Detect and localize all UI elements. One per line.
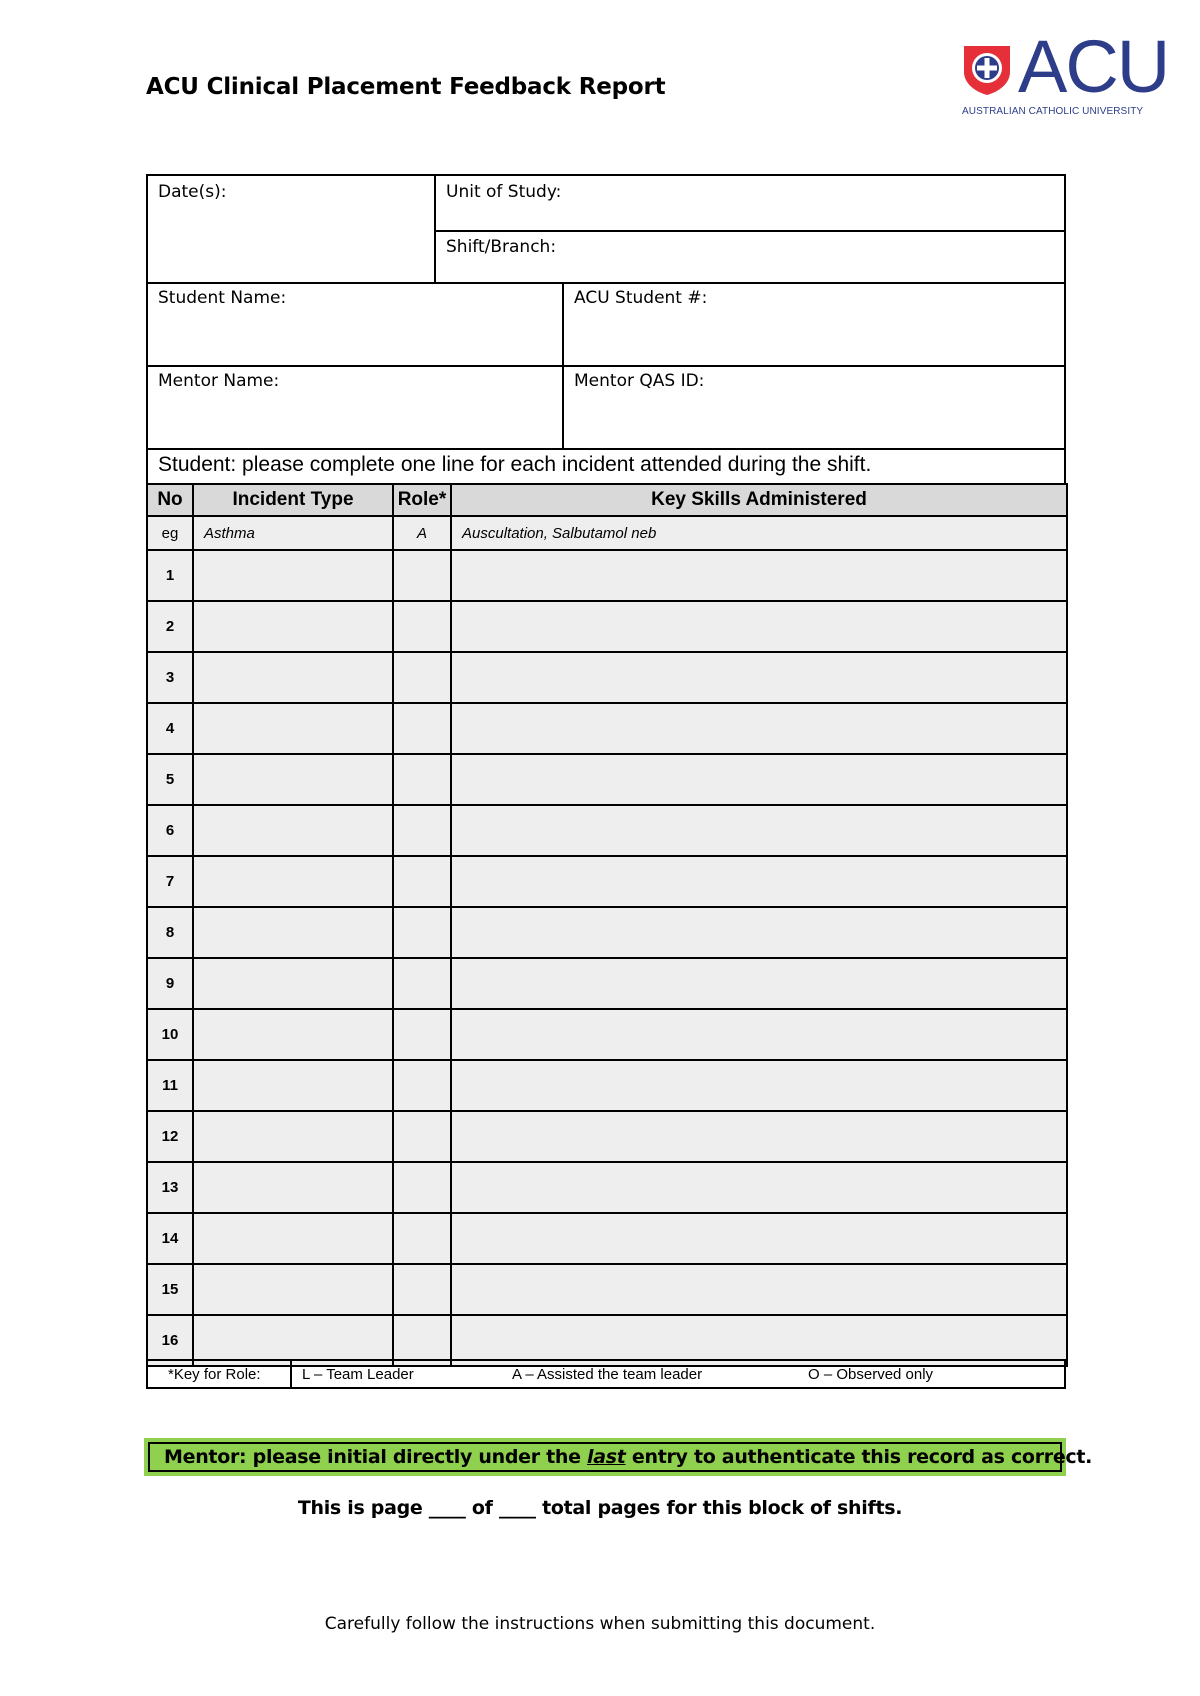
instruction-text: Student: please complete one line for each incident attended during the shift. xyxy=(158,453,872,476)
key-skills-cell[interactable] xyxy=(451,1264,1067,1315)
incident-type-cell[interactable] xyxy=(193,907,393,958)
row-number: 8 xyxy=(147,907,193,958)
role-key-leader: L – Team Leader xyxy=(302,1366,414,1383)
acu-logo xyxy=(962,25,1174,122)
example-role: A xyxy=(393,516,451,550)
key-skills-cell[interactable] xyxy=(451,1009,1067,1060)
incident-type-cell[interactable] xyxy=(193,1162,393,1213)
incident-type-cell[interactable] xyxy=(193,601,393,652)
student-name-field[interactable]: Student Name: xyxy=(158,288,287,308)
role-key-observed: O – Observed only xyxy=(808,1366,934,1383)
row-number: 4 xyxy=(147,703,193,754)
role-cell[interactable] xyxy=(393,1162,451,1213)
document-title: ACU Clinical Placement Feedback Report xyxy=(146,74,666,100)
incident-type-cell[interactable] xyxy=(193,1009,393,1060)
student-id-field[interactable]: ACU Student #: xyxy=(574,288,708,308)
example-skills: Auscultation, Salbutamol neb xyxy=(451,516,1067,550)
row-number: 1 xyxy=(147,550,193,601)
incident-type-cell[interactable] xyxy=(193,1213,393,1264)
table-row xyxy=(147,958,1067,1009)
incident-type-cell[interactable] xyxy=(193,1060,393,1111)
row-number: 15 xyxy=(147,1264,193,1315)
key-skills-cell[interactable] xyxy=(451,601,1067,652)
details-form xyxy=(146,174,1066,485)
row-number: 7 xyxy=(147,856,193,907)
table-row xyxy=(147,856,1067,907)
incident-type-cell[interactable] xyxy=(193,550,393,601)
mentor-note-before: Mentor: please initial directly under the xyxy=(164,1446,588,1468)
key-skills-cell[interactable] xyxy=(451,703,1067,754)
mentor-note-after: entry to authenticate this record as correct. xyxy=(625,1446,1093,1468)
role-cell[interactable] xyxy=(393,1060,451,1111)
incident-type-cell[interactable] xyxy=(193,1111,393,1162)
incident-type-cell[interactable] xyxy=(193,805,393,856)
key-skills-cell[interactable] xyxy=(451,1162,1067,1213)
key-skills-cell[interactable] xyxy=(451,652,1067,703)
role-key xyxy=(146,1359,1066,1389)
table-header-row xyxy=(147,484,1067,516)
key-skills-cell[interactable] xyxy=(451,856,1067,907)
key-skills-cell[interactable] xyxy=(451,907,1067,958)
logo-wordmark: ACU xyxy=(1018,25,1169,108)
mentor-qas-id-field[interactable]: Mentor QAS ID: xyxy=(574,371,705,391)
role-cell[interactable] xyxy=(393,652,451,703)
mentor-note-emphasis: last xyxy=(587,1446,626,1468)
role-cell[interactable] xyxy=(393,1009,451,1060)
table-row xyxy=(147,703,1067,754)
role-cell[interactable] xyxy=(393,550,451,601)
shift-branch-field[interactable]: Shift/Branch: xyxy=(446,237,557,257)
row-number: 2 xyxy=(147,601,193,652)
header-key-skills: Key Skills Administered xyxy=(451,484,1067,516)
key-skills-cell[interactable] xyxy=(451,754,1067,805)
incident-type-cell[interactable] xyxy=(193,754,393,805)
page-count-line: This is page ____ of ____ total pages for this block of shifts. xyxy=(297,1497,903,1519)
row-number: 10 xyxy=(147,1009,193,1060)
role-key-assisted: A – Assisted the team leader xyxy=(512,1366,703,1383)
mentor-instruction-banner xyxy=(144,1438,1093,1476)
key-skills-cell[interactable] xyxy=(451,1060,1067,1111)
row-number: 12 xyxy=(147,1111,193,1162)
example-no: eg xyxy=(147,516,193,550)
key-skills-cell[interactable] xyxy=(451,550,1067,601)
incident-type-cell[interactable] xyxy=(193,856,393,907)
table-row xyxy=(147,1162,1067,1213)
footer-note: Carefully follow the instructions when submitting this document. xyxy=(324,1614,876,1634)
incident-table xyxy=(146,483,1068,1367)
row-number: 11 xyxy=(147,1060,193,1111)
row-number: 3 xyxy=(147,652,193,703)
incident-type-cell[interactable] xyxy=(193,1264,393,1315)
header-incident-type: Incident Type xyxy=(193,484,393,516)
header-no: No xyxy=(147,484,193,516)
table-row xyxy=(147,652,1067,703)
key-skills-cell[interactable] xyxy=(451,958,1067,1009)
shield-cross-icon xyxy=(962,44,1012,96)
table-row xyxy=(147,754,1067,805)
table-row xyxy=(147,601,1067,652)
unit-of-study-field[interactable]: Unit of Study: xyxy=(446,182,562,202)
role-cell[interactable] xyxy=(393,1264,451,1315)
row-number: 14 xyxy=(147,1213,193,1264)
role-cell[interactable] xyxy=(393,754,451,805)
role-cell[interactable] xyxy=(393,601,451,652)
role-cell[interactable] xyxy=(393,703,451,754)
role-cell[interactable] xyxy=(393,907,451,958)
table-row xyxy=(147,1264,1067,1315)
dates-field[interactable]: Date(s): xyxy=(158,182,227,202)
key-skills-cell[interactable] xyxy=(451,1111,1067,1162)
role-cell[interactable] xyxy=(393,856,451,907)
logo-subtitle: AUSTRALIAN CATHOLIC UNIVERSITY xyxy=(962,106,1144,117)
table-row xyxy=(147,1213,1067,1264)
row-number: 16 xyxy=(147,1315,193,1366)
table-row xyxy=(147,1060,1067,1111)
incident-type-cell[interactable] xyxy=(193,703,393,754)
example-row xyxy=(147,516,1067,550)
mentor-name-field[interactable]: Mentor Name: xyxy=(158,371,280,391)
role-cell[interactable] xyxy=(393,958,451,1009)
row-number: 13 xyxy=(147,1162,193,1213)
incident-type-cell[interactable] xyxy=(193,652,393,703)
row-number: 5 xyxy=(147,754,193,805)
role-key-label: *Key for Role: xyxy=(168,1366,261,1383)
table-row xyxy=(147,805,1067,856)
role-cell[interactable] xyxy=(393,805,451,856)
table-row xyxy=(147,1009,1067,1060)
header-role: Role* xyxy=(393,484,451,516)
table-row xyxy=(147,550,1067,601)
table-row xyxy=(147,1111,1067,1162)
table-row xyxy=(147,907,1067,958)
example-incident-type: Asthma xyxy=(193,516,393,550)
row-number: 6 xyxy=(147,805,193,856)
incident-type-cell[interactable] xyxy=(193,958,393,1009)
role-cell[interactable] xyxy=(393,1213,451,1264)
row-number: 9 xyxy=(147,958,193,1009)
key-skills-cell[interactable] xyxy=(451,805,1067,856)
role-cell[interactable] xyxy=(393,1111,451,1162)
key-skills-cell[interactable] xyxy=(451,1213,1067,1264)
